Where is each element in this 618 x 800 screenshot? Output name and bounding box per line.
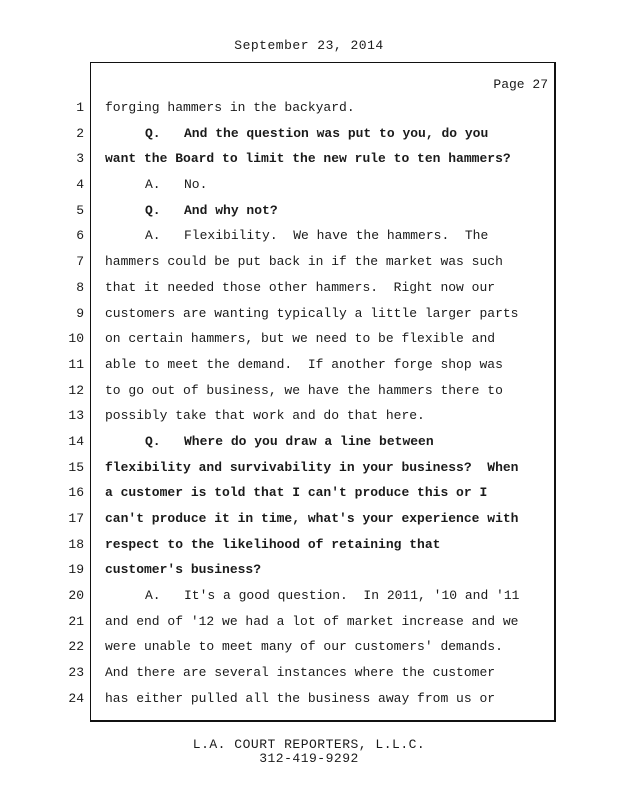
line-number: 24: [68, 690, 84, 706]
transcript-line: possibly take that work and do that here.: [105, 408, 425, 424]
line-number: 2: [76, 125, 84, 141]
reporter-phone: 312-419-9292: [259, 751, 359, 766]
transcript-line: Q. And why not?: [145, 202, 278, 218]
line-number: 11: [68, 356, 84, 372]
page-footer: [0, 738, 618, 766]
line-number: 5: [76, 202, 84, 218]
line-number: 7: [76, 254, 84, 270]
transcript-line: forging hammers in the backyard.: [105, 100, 355, 115]
transcript-line: hammers could be put back in if the market was such: [105, 254, 503, 270]
transcript-line: A. It's a good question. In 2011, '10 and '11: [145, 588, 520, 604]
transcript-line: respect to the likelihood of retaining that: [105, 536, 441, 552]
line-number: 17: [68, 511, 84, 526]
transcript-line: were unable to meet many of our customers' demands.: [105, 639, 503, 655]
line-number: 22: [68, 639, 84, 655]
line-number: 6: [76, 228, 84, 244]
transcript-line: has either pulled all the business away from us or: [105, 690, 496, 706]
transcript-line: A. No.: [145, 177, 208, 193]
transcript-line: And there are several instances where the customer: [105, 665, 496, 681]
transcript-line: to go out of business, we have the hammers there to: [105, 382, 503, 398]
line-number: 1: [76, 100, 84, 115]
line-number-column: [60, 95, 84, 712]
transcript-line: able to meet the demand. If another forge shop was: [105, 356, 503, 372]
transcript-body: [105, 95, 545, 712]
line-number: 10: [68, 331, 84, 347]
line-number: 9: [76, 305, 84, 321]
line-number: 16: [68, 485, 84, 501]
reporter-company: L.A. COURT REPORTERS, L.L.C.: [192, 737, 426, 752]
transcript-date: September 23, 2014: [234, 38, 384, 53]
transcript-line: Q. And the question was put to you, do you: [145, 125, 489, 141]
line-number: 8: [76, 279, 84, 295]
transcript-line: want the Board to limit the new rule to ten hammers?: [105, 151, 511, 167]
transcript-line: Q. Where do you draw a line between: [145, 433, 434, 449]
transcript-line: customers are wanting typically a little larger parts: [105, 305, 519, 321]
transcript-line: and end of '12 we had a lot of market increase and we: [105, 613, 519, 629]
transcript-line: flexibility and survivability in your business? When: [105, 459, 519, 475]
line-number: 13: [68, 408, 84, 424]
transcript-line: A. Flexibility. We have the hammers. The: [145, 228, 489, 244]
transcript-line: that it needed those other hammers. Right now our: [105, 279, 496, 295]
transcript-line: can't produce it in time, what's your experience with: [105, 511, 519, 526]
transcript-line: on certain hammers, but we need to be flexible and: [105, 331, 496, 347]
transcript-line: customer's business?: [105, 562, 262, 578]
line-number: 3: [76, 151, 84, 167]
line-number: 23: [68, 665, 84, 681]
page-number: Page 27: [493, 77, 548, 92]
line-number: 12: [68, 382, 84, 398]
line-number: 21: [68, 613, 84, 629]
line-number: 15: [68, 459, 84, 475]
line-number: 18: [68, 536, 84, 552]
line-number: 14: [68, 433, 84, 449]
line-number: 20: [68, 588, 84, 604]
line-number: 4: [76, 177, 84, 193]
line-number: 19: [68, 562, 84, 578]
transcript-line: a customer is told that I can't produce this or I: [105, 485, 488, 501]
